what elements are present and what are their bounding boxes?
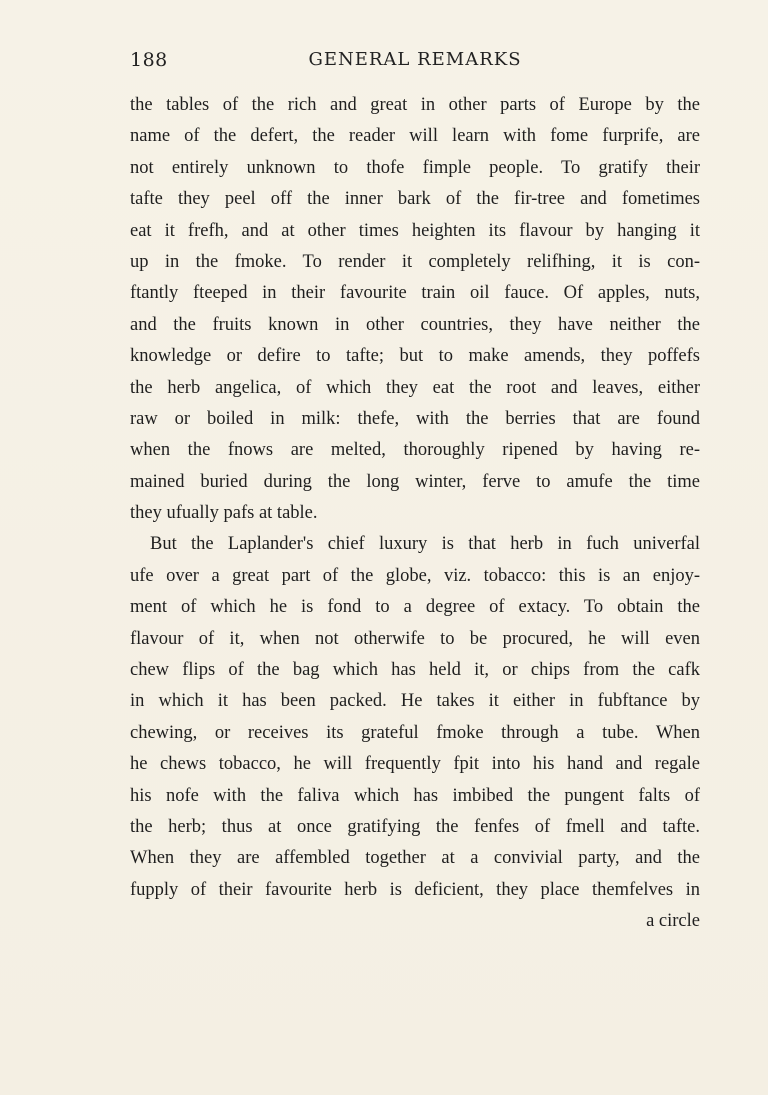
text-line: ment of which he is fond to a degree of extacy. To obtain the [130,597,700,618]
text-line: up in the fmoke. To render it completely relifhing, it is con- [130,251,700,272]
text-line: ufe over a great part of the globe, viz. tobacco: this is an enjoy- [130,565,700,586]
text-line: the tables of the rich and great in other parts of Europe by the [130,95,700,115]
text-line: they ufually pafs at table. [130,503,318,524]
text-line: ftantly fteeped in their favourite train oil fauce. Of apples, nuts, [130,283,700,304]
text-line: tafte they peel off the inner bark of the fir-tree and fometimes [130,189,700,210]
catchword: a circle [646,911,700,932]
text-line: fupply of their favourite herb is deficient, they place themfelves in [130,879,700,900]
text-line: name of the defert, the reader will learn with fome furprife, are [130,126,700,147]
body-text [130,90,700,938]
text-line: When they are affembled together at a convivial party, and the [130,848,700,869]
text-line: mained buried during the long winter, ferve to amufe the time [130,471,700,492]
page-number: 188 [130,49,168,71]
text-line: chew flips of the bag which has held it, or chips from the cafk [130,660,700,681]
text-line: not entirely unknown to thofe fimple people. To gratify their [130,157,700,178]
page-header [130,49,700,75]
text-line: raw or boiled in milk: thefe, with the berries that are found [130,408,700,429]
text-line: his nofe with the faliva which has imbibed the pungent falts of [130,785,700,806]
running-head: GENERAL REMARKS [308,49,522,70]
text-line: when the fnows are melted, thoroughly ripened by having re- [130,440,700,461]
text-line: flavour of it, when not otherwife to be procured, he will even [130,628,700,649]
text-line: But the Laplander's chief luxury is that herb in fuch univerfal [150,534,700,555]
text-line: chewing, or receives its grateful fmoke through a tube. When [130,722,700,743]
text-line: he chews tobacco, he will frequently fpit into his hand and regale [130,754,700,775]
text-line: knowledge or defire to tafte; but to make amends, they poffefs [130,346,700,367]
text-line: in which it has been packed. He takes it either in fubftance by [130,691,700,712]
text-line: eat it frefh, and at other times heighten its flavour by hanging it [130,220,700,241]
text-line: the herb; thus at once gratifying the fenfes of fmell and tafte. [130,816,700,837]
text-line: the herb angelica, of which they eat the root and leaves, either [130,377,700,398]
text-line: and the fruits known in other countries, they have neither the [130,314,700,335]
